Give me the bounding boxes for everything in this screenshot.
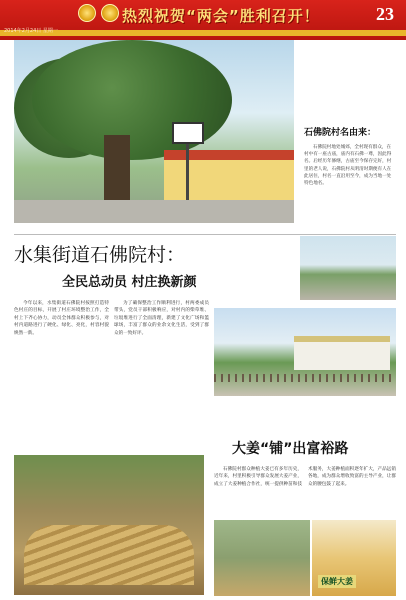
sidebar-text: 石佛院村地处城郊，全村现有群众，在村中有一座古庙，庙内有石佛一尊，因此得名。后经历年修缮，古庙至今保存完好，村里的老人说，石佛院村从明清时期便有人在此居住，村名一直沿用至今，成为当地一处特色地名。 — [304, 145, 392, 187]
building — [294, 336, 390, 370]
page-number: 23 — [376, 4, 394, 24]
ribbon-stripe — [0, 30, 406, 36]
building — [164, 150, 294, 202]
section2-headline: 大姜“铺”出富裕路 — [232, 441, 349, 457]
sidebar-box — [300, 118, 396, 232]
article-paragraph: 今年以来，水集街道石佛院村按照打造特色村庄的目标，开展了村庄环境整治工作，全村上下齐心协力，动员全体群众积极参与，对村内道路进行了硬化、绿化、亮化，村容村貌焕然一新。 — [14, 301, 109, 336]
section-divider — [14, 234, 396, 235]
header-banner — [0, 0, 406, 40]
article-column — [14, 300, 109, 445]
hoop-pole — [186, 144, 189, 202]
ginger-pile — [24, 525, 194, 585]
tree-trunk — [104, 135, 130, 205]
village-road-photo — [300, 236, 396, 300]
product-label: 保鲜大姜 — [318, 575, 356, 588]
issue-date: 2014年2月24日 星期一 — [4, 28, 58, 34]
article-column — [114, 300, 209, 445]
header-slogan: 热烈祝贺“两会”胜利召开！ — [122, 7, 320, 25]
courtyard-wall — [14, 200, 294, 223]
ginger-product-photo — [312, 520, 396, 596]
emblem-icon — [101, 4, 119, 22]
article-column — [214, 466, 396, 518]
article-headline: 水集街道石佛院村： — [14, 244, 186, 266]
sidebar-title: 石佛院村名由来： — [304, 128, 377, 138]
article-paragraph: 石佛院村群众种植大姜已有多年历史，近年来，村里积极引导群众发展大姜产业，成立了大姜种植合作社，统一提供种苗和技术服务，大姜种植面积逐年扩大，产品远销各地，成为群众增收致富的主导产业，让群众的腰包鼓了起来。 — [214, 467, 396, 487]
ginger-workers-photo — [214, 520, 310, 596]
emblem-icon — [78, 4, 96, 22]
article-paragraph: 为了确保整治工作顺利进行，村两委成员带头，党员干部积极响应，对村内的柴草堆、垃圾堆进行了全面清理，新建了文化广场和篮球场，丰富了群众的业余文化生活，受到了群众的一致好评。 — [114, 301, 209, 336]
article-subheadline: 全民总动员 村庄换新颜 — [62, 275, 197, 290]
ginger-harvest-photo — [14, 455, 204, 595]
basketball-hoop — [172, 122, 204, 144]
village-tree-photo — [14, 40, 294, 223]
fence — [214, 374, 396, 382]
village-street-photo — [214, 308, 396, 396]
